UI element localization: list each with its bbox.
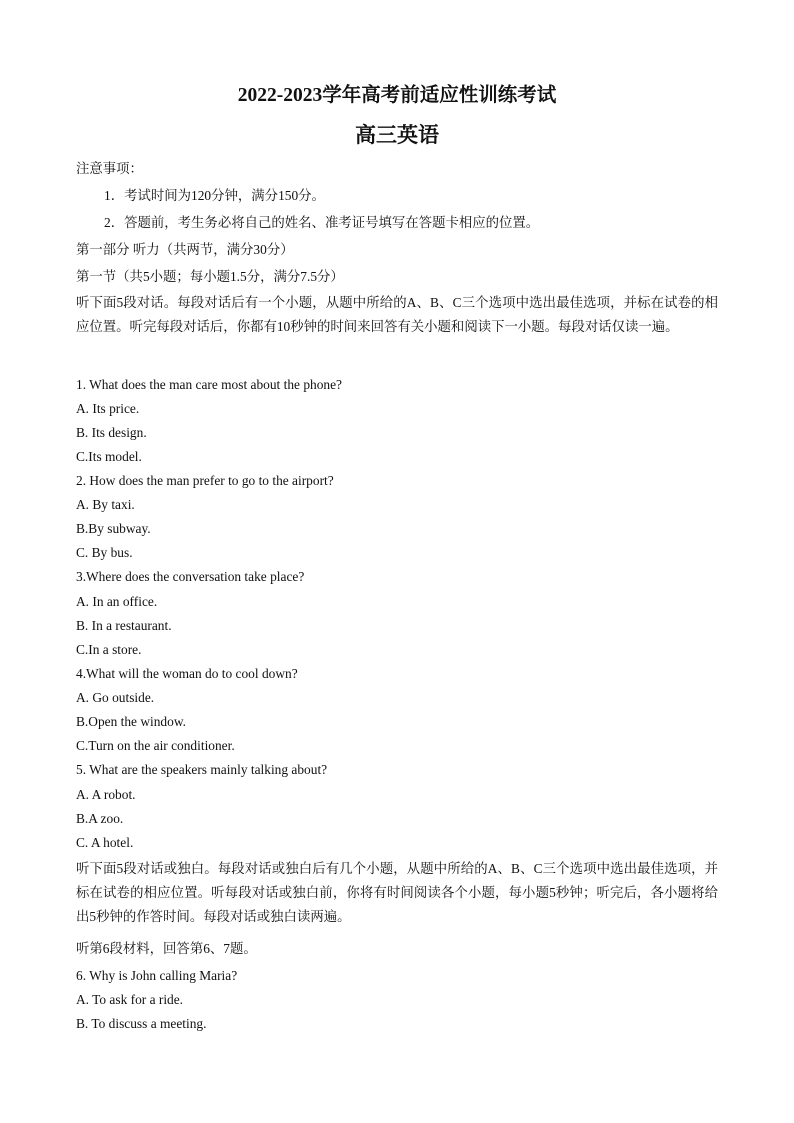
question-option: C.Its model. [76,449,142,464]
question-option: A. In an office. [76,594,158,609]
question-stem: 6. Why is John calling Maria? [76,968,238,983]
section1-instructions: 听下面5段对话。每段对话后有一个小题，从题中所给的A、B、C三个选项中选出最佳选项，并标在试卷的相应位置。听完每段对话后，你都有10秒钟的时间来回答有关小题和阅读下一小题。每段对话仅读一遍。 [76,295,718,334]
question-stem: 4.What will the woman do to cool down? [76,666,298,681]
question-stem: 5. What are the speakers mainly talking about? [76,762,328,777]
notice-item: 1．考试时间为120分钟，满分150分。 [104,188,325,203]
exam-title: 2022-2023学年高考前适应性训练考试 [237,85,557,106]
section2-instructions: 听下面5段对话或独白。每段对话或独白后有几个小题，从题中所给的A、B、C三个选项中选出最佳选项，并标在试卷的相应位置。听每段对话或独白前，你将有时间阅读各个小题，每小题5秒钟；听完后，各小题将给出5秒钟的作答时间。每段对话或独白读两遍。 [76,861,718,924]
question-option: A. By taxi. [76,497,135,512]
exam-subtitle: 高三英语 [355,123,439,147]
question-option: B.Open the window. [76,714,186,729]
section1-heading: 第一节（共5小题；每小题1.5分，满分7.5分） [76,269,344,284]
question-option: C. A hotel. [76,835,134,850]
question-option: B. To discuss a meeting. [76,1016,207,1031]
question-option: B.By subway. [76,521,151,536]
question-option: B.A zoo. [76,811,124,826]
material6-heading: 听第6段材料，回答第6、7题。 [76,941,257,956]
question-option: A. Go outside. [76,690,155,705]
part1-heading: 第一部分 听力（共两节，满分30分） [76,242,294,257]
question-option: A. A robot. [76,787,136,802]
question-option: A. To ask for a ride. [76,992,184,1007]
question-stem: 3.Where does the conversation take place? [76,569,305,584]
question-option: C.Turn on the air conditioner. [76,738,235,753]
question-option: B. In a restaurant. [76,618,172,633]
notice-item: 2．答题前，考生务必将自己的姓名、准考证号填写在答题卡相应的位置。 [104,215,540,230]
question-option: C.In a store. [76,642,142,657]
notice-heading: 注意事项： [76,161,143,176]
question-option: B. Its design. [76,425,147,440]
question-option: A. Its price. [76,401,140,416]
question-option: C. By bus. [76,545,133,560]
question-stem: 1. What does the man care most about the phone? [76,377,342,392]
question-stem: 2. How does the man prefer to go to the airport? [76,473,334,488]
